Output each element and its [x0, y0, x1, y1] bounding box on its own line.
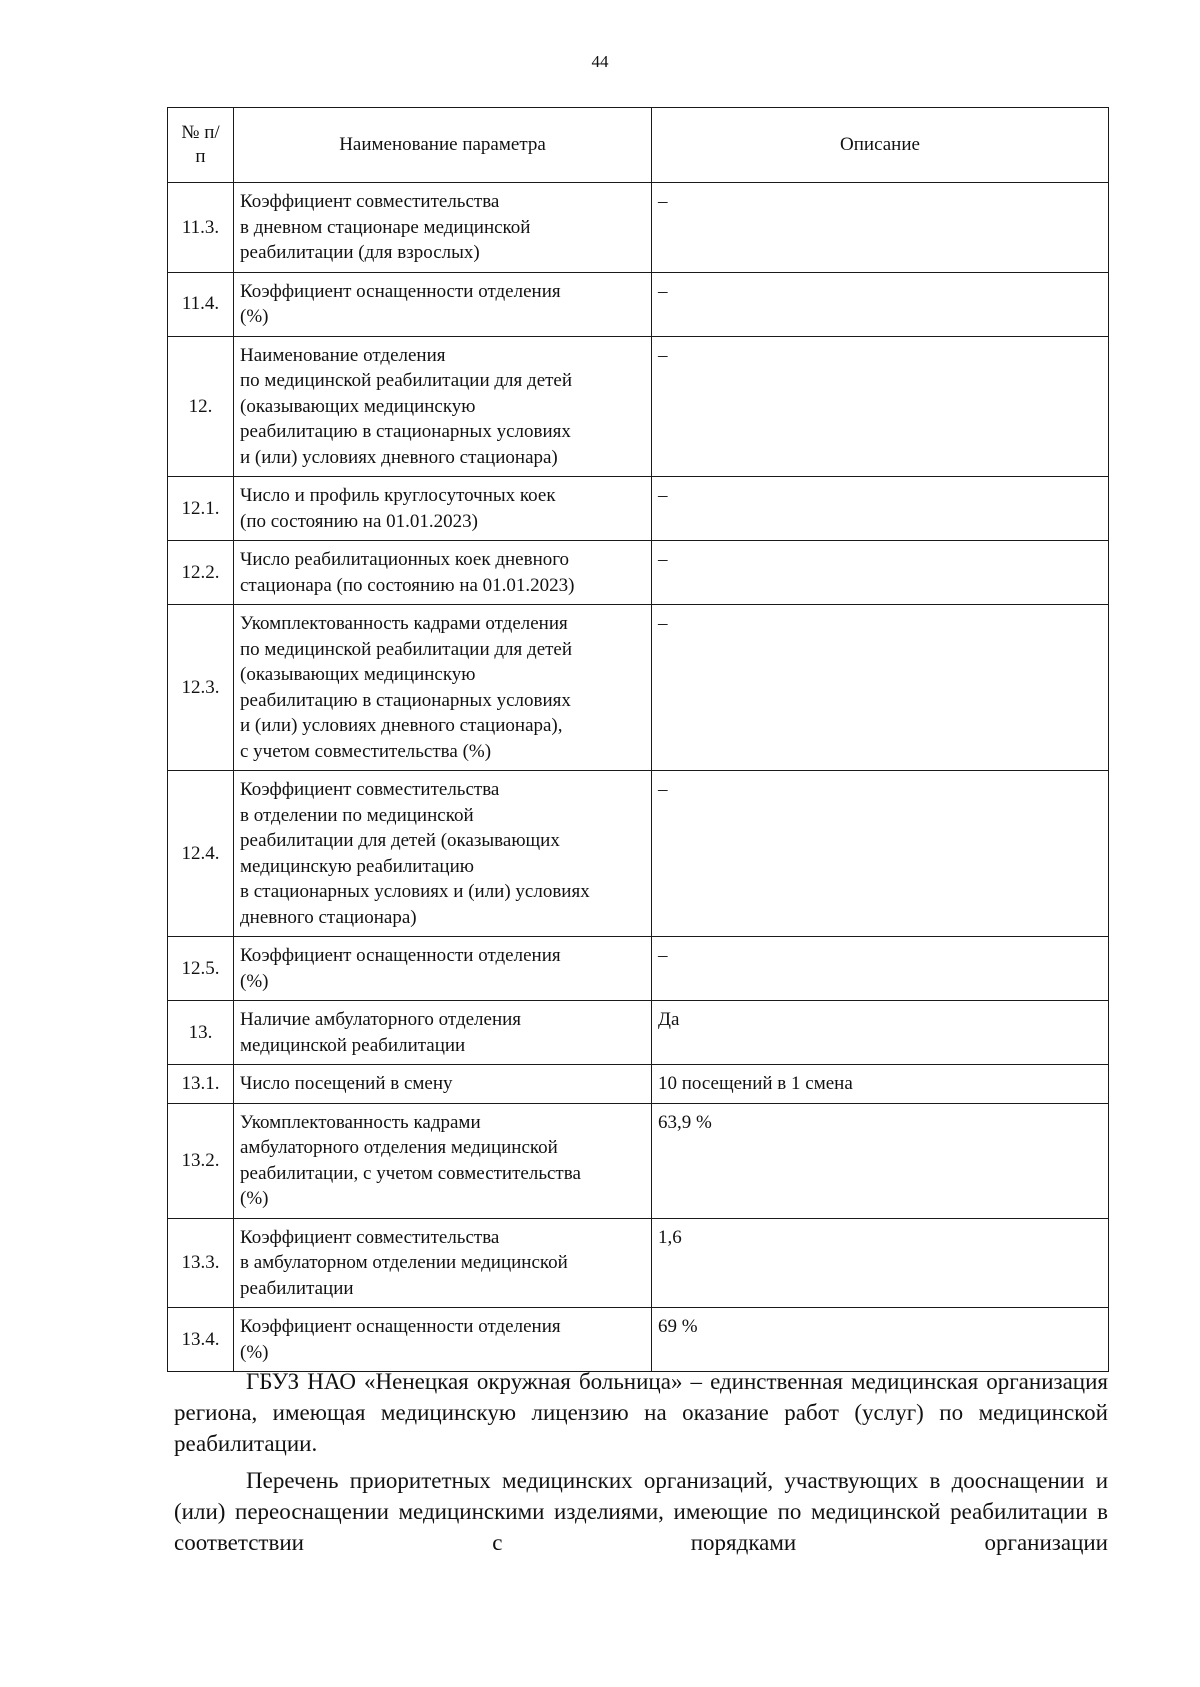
parameter-name-line: медицинскую реабилитацию: [240, 855, 474, 877]
parameter-name-line: (%): [240, 1188, 269, 1209]
parameter-name-line: Коэффициент совместительства: [240, 779, 500, 800]
table-row: [168, 937, 1109, 1001]
parameter-name-line: Наличие амбулаторного отделения: [240, 1009, 522, 1030]
parameter-name: [234, 336, 652, 477]
table-row: [168, 1308, 1109, 1372]
parameter-name-line: (по состоянию на 01.01.2023): [240, 510, 478, 532]
parameter-name-line: реабилитации, с учетом совместительства: [240, 1162, 581, 1184]
parameter-name-line: стационара (по состоянию на 01.01.2023): [240, 574, 575, 596]
table-row: [168, 1065, 1109, 1104]
parameter-description: –: [652, 183, 1109, 273]
parameter-description: –: [652, 541, 1109, 605]
parameter-name-line: (оказывающих медицинскую: [240, 664, 476, 685]
header-number-label: № п/п: [181, 121, 220, 167]
parameter-name-line: Наименование отделения: [240, 344, 446, 366]
parameter-name-line: амбулаторного отделения медицинской: [240, 1137, 558, 1158]
row-number: 12.3.: [168, 605, 234, 771]
parameter-name-line: в отделении по медицинской: [240, 804, 474, 826]
table-row: [168, 272, 1109, 336]
table-row: [168, 541, 1109, 605]
row-number: 11.4.: [168, 272, 234, 336]
parameter-description: –: [652, 336, 1109, 477]
parameter-name-line: в стационарных условиях и (или) условиях: [240, 881, 590, 902]
parameter-description: 63,9 %: [652, 1103, 1109, 1218]
parameter-name-line: реабилитации для детей (оказывающих: [240, 830, 560, 851]
parameter-name-line: (%): [240, 1341, 269, 1363]
parameter-name-line: Коэффициент оснащенности отделения: [240, 280, 561, 302]
header-number: [168, 108, 234, 183]
table-row: [168, 183, 1109, 273]
parameter-description: 69 %: [652, 1308, 1109, 1372]
parameter-name: [234, 1001, 652, 1065]
parameter-description: 10 посещений в 1 смена: [652, 1065, 1109, 1104]
table-row: [168, 771, 1109, 937]
header-parameter-name: Наименование параметра: [234, 108, 652, 183]
row-number: 12.2.: [168, 541, 234, 605]
parameter-name-line: (%): [240, 970, 269, 992]
parameter-name-line: Укомплектованность кадрами: [240, 1111, 481, 1133]
parameter-name-line: по медицинской реабилитации для детей: [240, 638, 573, 660]
table-body: [168, 183, 1109, 1372]
page-number: 44: [591, 52, 609, 71]
table-header-row: [168, 108, 1109, 183]
row-number: 13.2.: [168, 1103, 234, 1218]
parameters-table: [167, 107, 1109, 1372]
paragraph-priority-list: Перечень приоритетных медицинских организаций, участвующих в дооснащении и (или) переоснащении медицинскими изделиями, имеющие по медицинской реабилитации в соответствии с порядками организации: [174, 1468, 1108, 1555]
parameter-name-line: реабилитацию в стационарных условиях: [240, 421, 571, 442]
parameter-name-line: в амбулаторном отделении медицинской: [240, 1252, 568, 1273]
row-number: 12.5.: [168, 937, 234, 1001]
parameter-name-line: Коэффициент оснащенности отделения: [240, 1316, 561, 1337]
parameter-description: –: [652, 272, 1109, 336]
parameter-name-line: (%): [240, 306, 269, 327]
parameter-name-line: и (или) условиях дневного стационара): [240, 446, 558, 468]
table-row: [168, 336, 1109, 477]
parameter-name-line: реабилитации (для взрослых): [240, 242, 480, 263]
header-description: Описание: [652, 108, 1109, 183]
parameter-name-line: и (или) условиях дневного стационара),: [240, 715, 563, 736]
table-row: [168, 1218, 1109, 1308]
row-number: 13.: [168, 1001, 234, 1065]
parameter-name: [234, 541, 652, 605]
parameter-name-line: (оказывающих медицинскую: [240, 395, 476, 417]
parameter-description: –: [652, 771, 1109, 937]
row-number: 12.1.: [168, 477, 234, 541]
parameter-name: [234, 183, 652, 273]
row-number: 13.1.: [168, 1065, 234, 1104]
parameter-name: [234, 771, 652, 937]
parameter-name-line: Коэффициент совместительства: [240, 1226, 500, 1248]
parameter-name: [234, 605, 652, 771]
parameter-description: Да: [652, 1001, 1109, 1065]
parameter-description: –: [652, 605, 1109, 771]
parameter-name-line: медицинской реабилитации: [240, 1034, 466, 1056]
parameter-name-line: Коэффициент оснащенности отделения: [240, 945, 561, 966]
row-number: 11.3.: [168, 183, 234, 273]
parameter-name-line: по медицинской реабилитации для детей: [240, 370, 573, 391]
parameter-name: [234, 1103, 652, 1218]
parameter-description: –: [652, 937, 1109, 1001]
parameter-name-line: Число и профиль круглосуточных коек: [240, 485, 556, 506]
parameter-name: [234, 937, 652, 1001]
parameter-name-line: Число реабилитационных коек дневного: [240, 549, 570, 570]
table-row: [168, 1103, 1109, 1218]
row-number: 12.4.: [168, 771, 234, 937]
paragraph-hospital: ГБУЗ НАО «Ненецкая окружная больница» – единственная медицинская организация региона, имеющая медицинскую лицензию на оказание работ (услуг) по медицинской реабилитации.: [174, 1369, 1108, 1456]
parameter-name-line: Укомплектованность кадрами отделения: [240, 613, 568, 634]
table-row: [168, 605, 1109, 771]
parameter-name: [234, 1218, 652, 1308]
parameter-name: [234, 1308, 652, 1372]
parameter-name: [234, 272, 652, 336]
parameter-name: [234, 477, 652, 541]
parameter-name-line: с учетом совместительства (%): [240, 740, 492, 762]
body-text: [174, 1366, 1108, 1564]
parameter-name-line: в дневном стационаре медицинской: [240, 216, 531, 238]
parameter-name-line: дневного стационара): [240, 906, 417, 928]
parameter-description: –: [652, 477, 1109, 541]
table-row: [168, 477, 1109, 541]
row-number: 13.3.: [168, 1218, 234, 1308]
row-number: 13.4.: [168, 1308, 234, 1372]
parameter-name-line: Коэффициент совместительства: [240, 191, 500, 212]
parameter-name-line: Число посещений в смену: [240, 1073, 453, 1094]
parameter-description: 1,6: [652, 1218, 1109, 1308]
parameter-name-line: реабилитацию в стационарных условиях: [240, 689, 571, 711]
parameter-name: [234, 1065, 652, 1104]
table-row: [168, 1001, 1109, 1065]
row-number: 12.: [168, 336, 234, 477]
parameter-name-line: реабилитации: [240, 1277, 354, 1299]
